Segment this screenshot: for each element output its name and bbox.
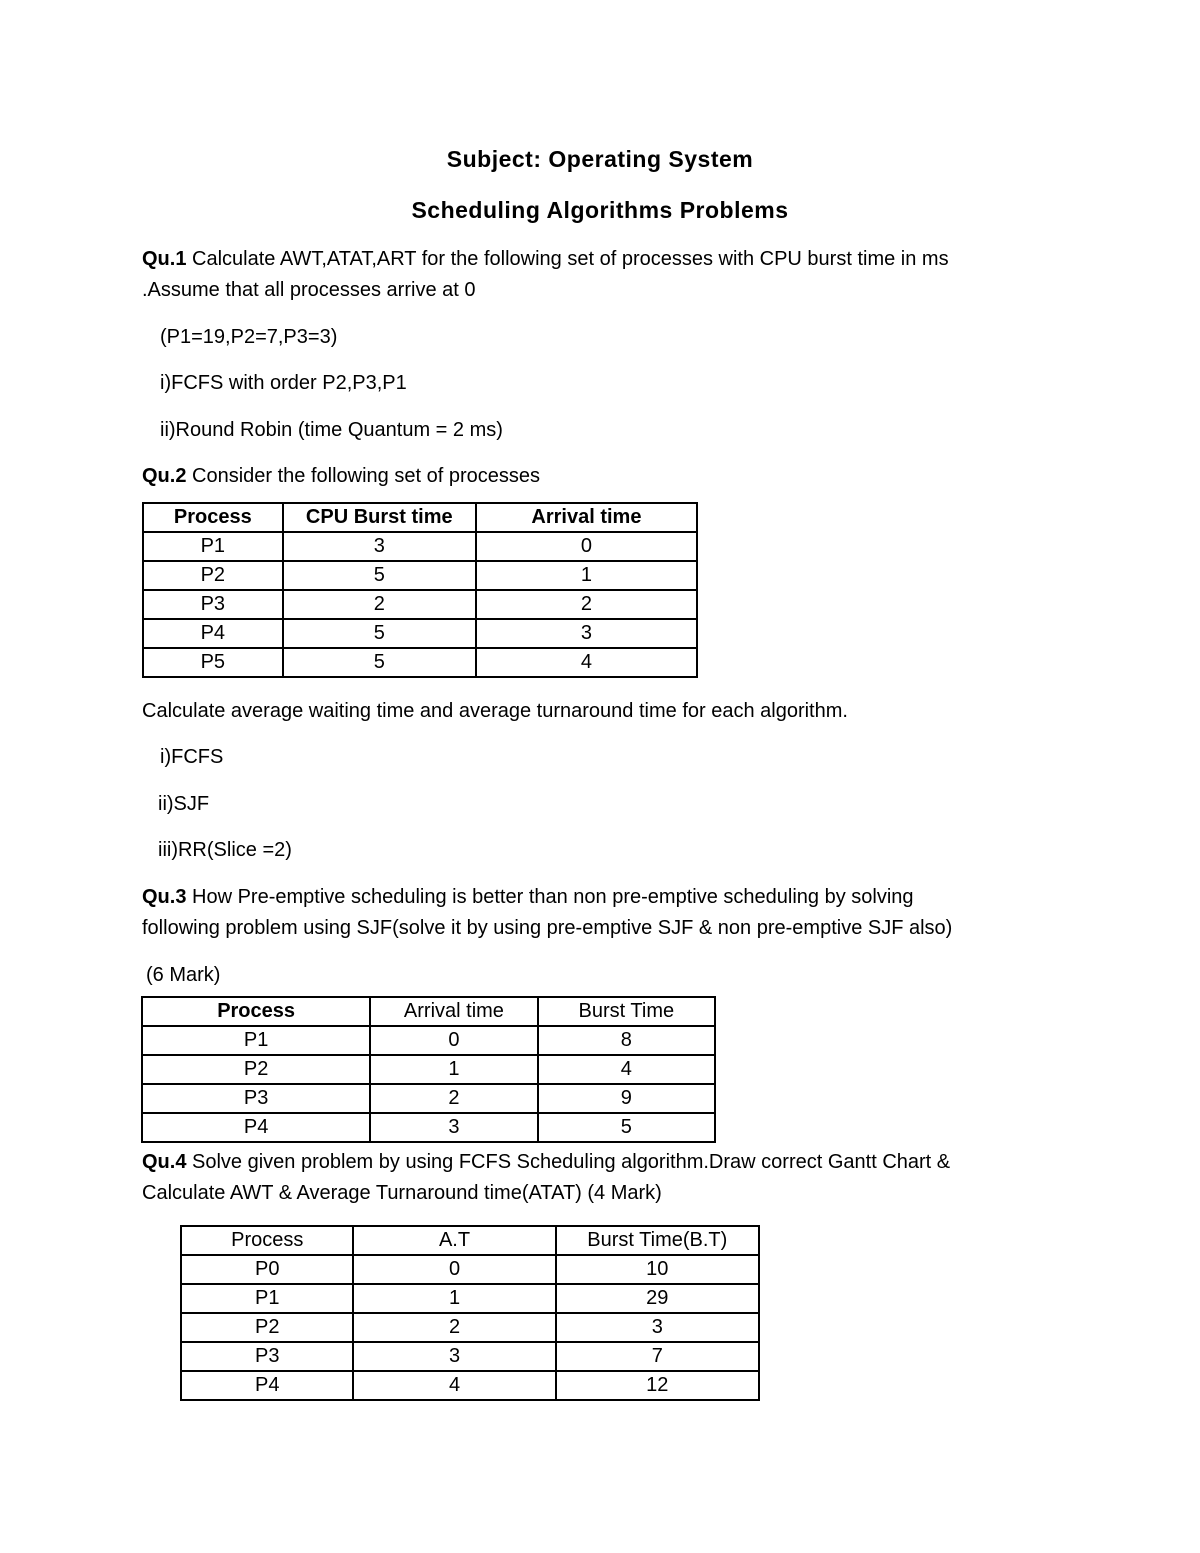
- table-row: [143, 590, 697, 619]
- table-cell: P1: [142, 1026, 370, 1055]
- table-header-row: [143, 503, 697, 532]
- q4-text-line2: Calculate AWT & Average Turnaround time(ATAT) (4 Mark): [142, 1182, 662, 1204]
- table-cell: 1: [476, 561, 697, 590]
- table-cell: 12: [556, 1371, 759, 1400]
- table-cell: 2: [283, 590, 476, 619]
- q4-table: [180, 1225, 760, 1401]
- table-header-cell: Burst Time: [538, 997, 715, 1026]
- table-cell: 3: [370, 1113, 537, 1142]
- q2-label: Qu.2: [142, 465, 187, 487]
- q1-part-ii: ii)Round Robin (time Quantum = 2 ms): [160, 419, 503, 441]
- table-row: [142, 1055, 715, 1084]
- table-cell: P3: [181, 1342, 353, 1371]
- table-header-cell: Arrival time: [370, 997, 537, 1026]
- table-header-cell: A.T: [353, 1226, 555, 1255]
- q1-line1: [142, 248, 949, 271]
- table-cell: P2: [143, 561, 283, 590]
- table-cell: 5: [283, 648, 476, 677]
- table-cell: P3: [142, 1084, 370, 1113]
- table-cell: 3: [476, 619, 697, 648]
- q2-part-iii: iii)RR(Slice =2): [158, 839, 292, 861]
- q3-text-line2: following problem using SJF(solve it by using pre-emptive SJF & non pre-emptive SJF also): [142, 917, 953, 939]
- q3-table: [141, 996, 716, 1143]
- table-row: [142, 1026, 715, 1055]
- table-header-cell: Process: [181, 1226, 353, 1255]
- table-cell: 3: [556, 1313, 759, 1342]
- q1-text-line2: .Assume that all processes arrive at 0: [142, 279, 476, 301]
- table-cell: 2: [476, 590, 697, 619]
- q2-text: Consider the following set of processes: [186, 465, 540, 487]
- table-header-cell: Arrival time: [476, 503, 697, 532]
- table-header-cell: Burst Time(B.T): [556, 1226, 759, 1255]
- table-header-row: [142, 997, 715, 1026]
- table-cell: P3: [143, 590, 283, 619]
- table-cell: 2: [370, 1084, 537, 1113]
- table-row: [181, 1255, 759, 1284]
- table-cell: 3: [353, 1342, 555, 1371]
- table-row: [142, 1113, 715, 1142]
- q2-instruction: Calculate average waiting time and average turnaround time for each algorithm.: [142, 700, 848, 722]
- table-row: [181, 1342, 759, 1371]
- q3-label: Qu.3: [142, 886, 187, 908]
- table-cell: 4: [353, 1371, 555, 1400]
- table-cell: 3: [283, 532, 476, 561]
- table-row: [143, 648, 697, 677]
- table-cell: P5: [143, 648, 283, 677]
- table-header-cell: Process: [143, 503, 283, 532]
- table-row: [143, 532, 697, 561]
- table-row: [181, 1371, 759, 1400]
- table-row: [181, 1284, 759, 1313]
- table-cell: 5: [283, 561, 476, 590]
- table-cell: P0: [181, 1255, 353, 1284]
- table-cell: 0: [370, 1026, 537, 1055]
- table-cell: 7: [556, 1342, 759, 1371]
- table-row: [143, 561, 697, 590]
- q2-table: [142, 502, 698, 678]
- table-cell: 5: [283, 619, 476, 648]
- table-header-cell: CPU Burst time: [283, 503, 476, 532]
- table-cell: P4: [181, 1371, 353, 1400]
- table-row: [142, 1084, 715, 1113]
- table-cell: 8: [538, 1026, 715, 1055]
- table-cell: 9: [538, 1084, 715, 1113]
- table-header-row: [181, 1226, 759, 1255]
- q2-line: [142, 465, 540, 488]
- q3-marks: (6 Mark): [146, 964, 221, 986]
- page-title: Subject: Operating System: [446, 146, 754, 172]
- table-cell: P2: [181, 1313, 353, 1342]
- q1-part-i: i)FCFS with order P2,P3,P1: [160, 372, 407, 394]
- q4-text-line1: Solve given problem by using FCFS Scheduling algorithm.Draw correct Gantt Chart &: [186, 1151, 951, 1173]
- table-cell: 0: [476, 532, 697, 561]
- table-cell: 5: [538, 1113, 715, 1142]
- table-cell: 2: [353, 1313, 555, 1342]
- q1-text-line1: Calculate AWT,ATAT,ART for the following set of processes with CPU burst time in ms: [186, 248, 949, 270]
- table-cell: 4: [538, 1055, 715, 1084]
- table-cell: 0: [353, 1255, 555, 1284]
- table-cell: P4: [143, 619, 283, 648]
- table-header-cell: Process: [142, 997, 370, 1026]
- table-cell: 1: [370, 1055, 537, 1084]
- table-cell: 29: [556, 1284, 759, 1313]
- q2-part-i: i)FCFS: [160, 746, 224, 768]
- table-row: [181, 1313, 759, 1342]
- table-cell: P1: [181, 1284, 353, 1313]
- table-cell: 10: [556, 1255, 759, 1284]
- table-cell: P1: [143, 532, 283, 561]
- q3-line1: [142, 886, 914, 909]
- q3-text-line1: How Pre-emptive scheduling is better than non pre-emptive scheduling by solving: [186, 886, 914, 908]
- table-cell: P2: [142, 1055, 370, 1084]
- q1-values: (P1=19,P2=7,P3=3): [160, 326, 338, 348]
- q2-part-ii: ii)SJF: [158, 793, 210, 815]
- q4-label: Qu.4: [142, 1151, 187, 1173]
- table-cell: P4: [142, 1113, 370, 1142]
- table-row: [143, 619, 697, 648]
- page-heading: Scheduling Algorithms Problems: [411, 197, 789, 223]
- table-cell: 1: [353, 1284, 555, 1313]
- q1-label: Qu.1: [142, 248, 187, 270]
- table-cell: 4: [476, 648, 697, 677]
- q4-line1: [142, 1151, 950, 1174]
